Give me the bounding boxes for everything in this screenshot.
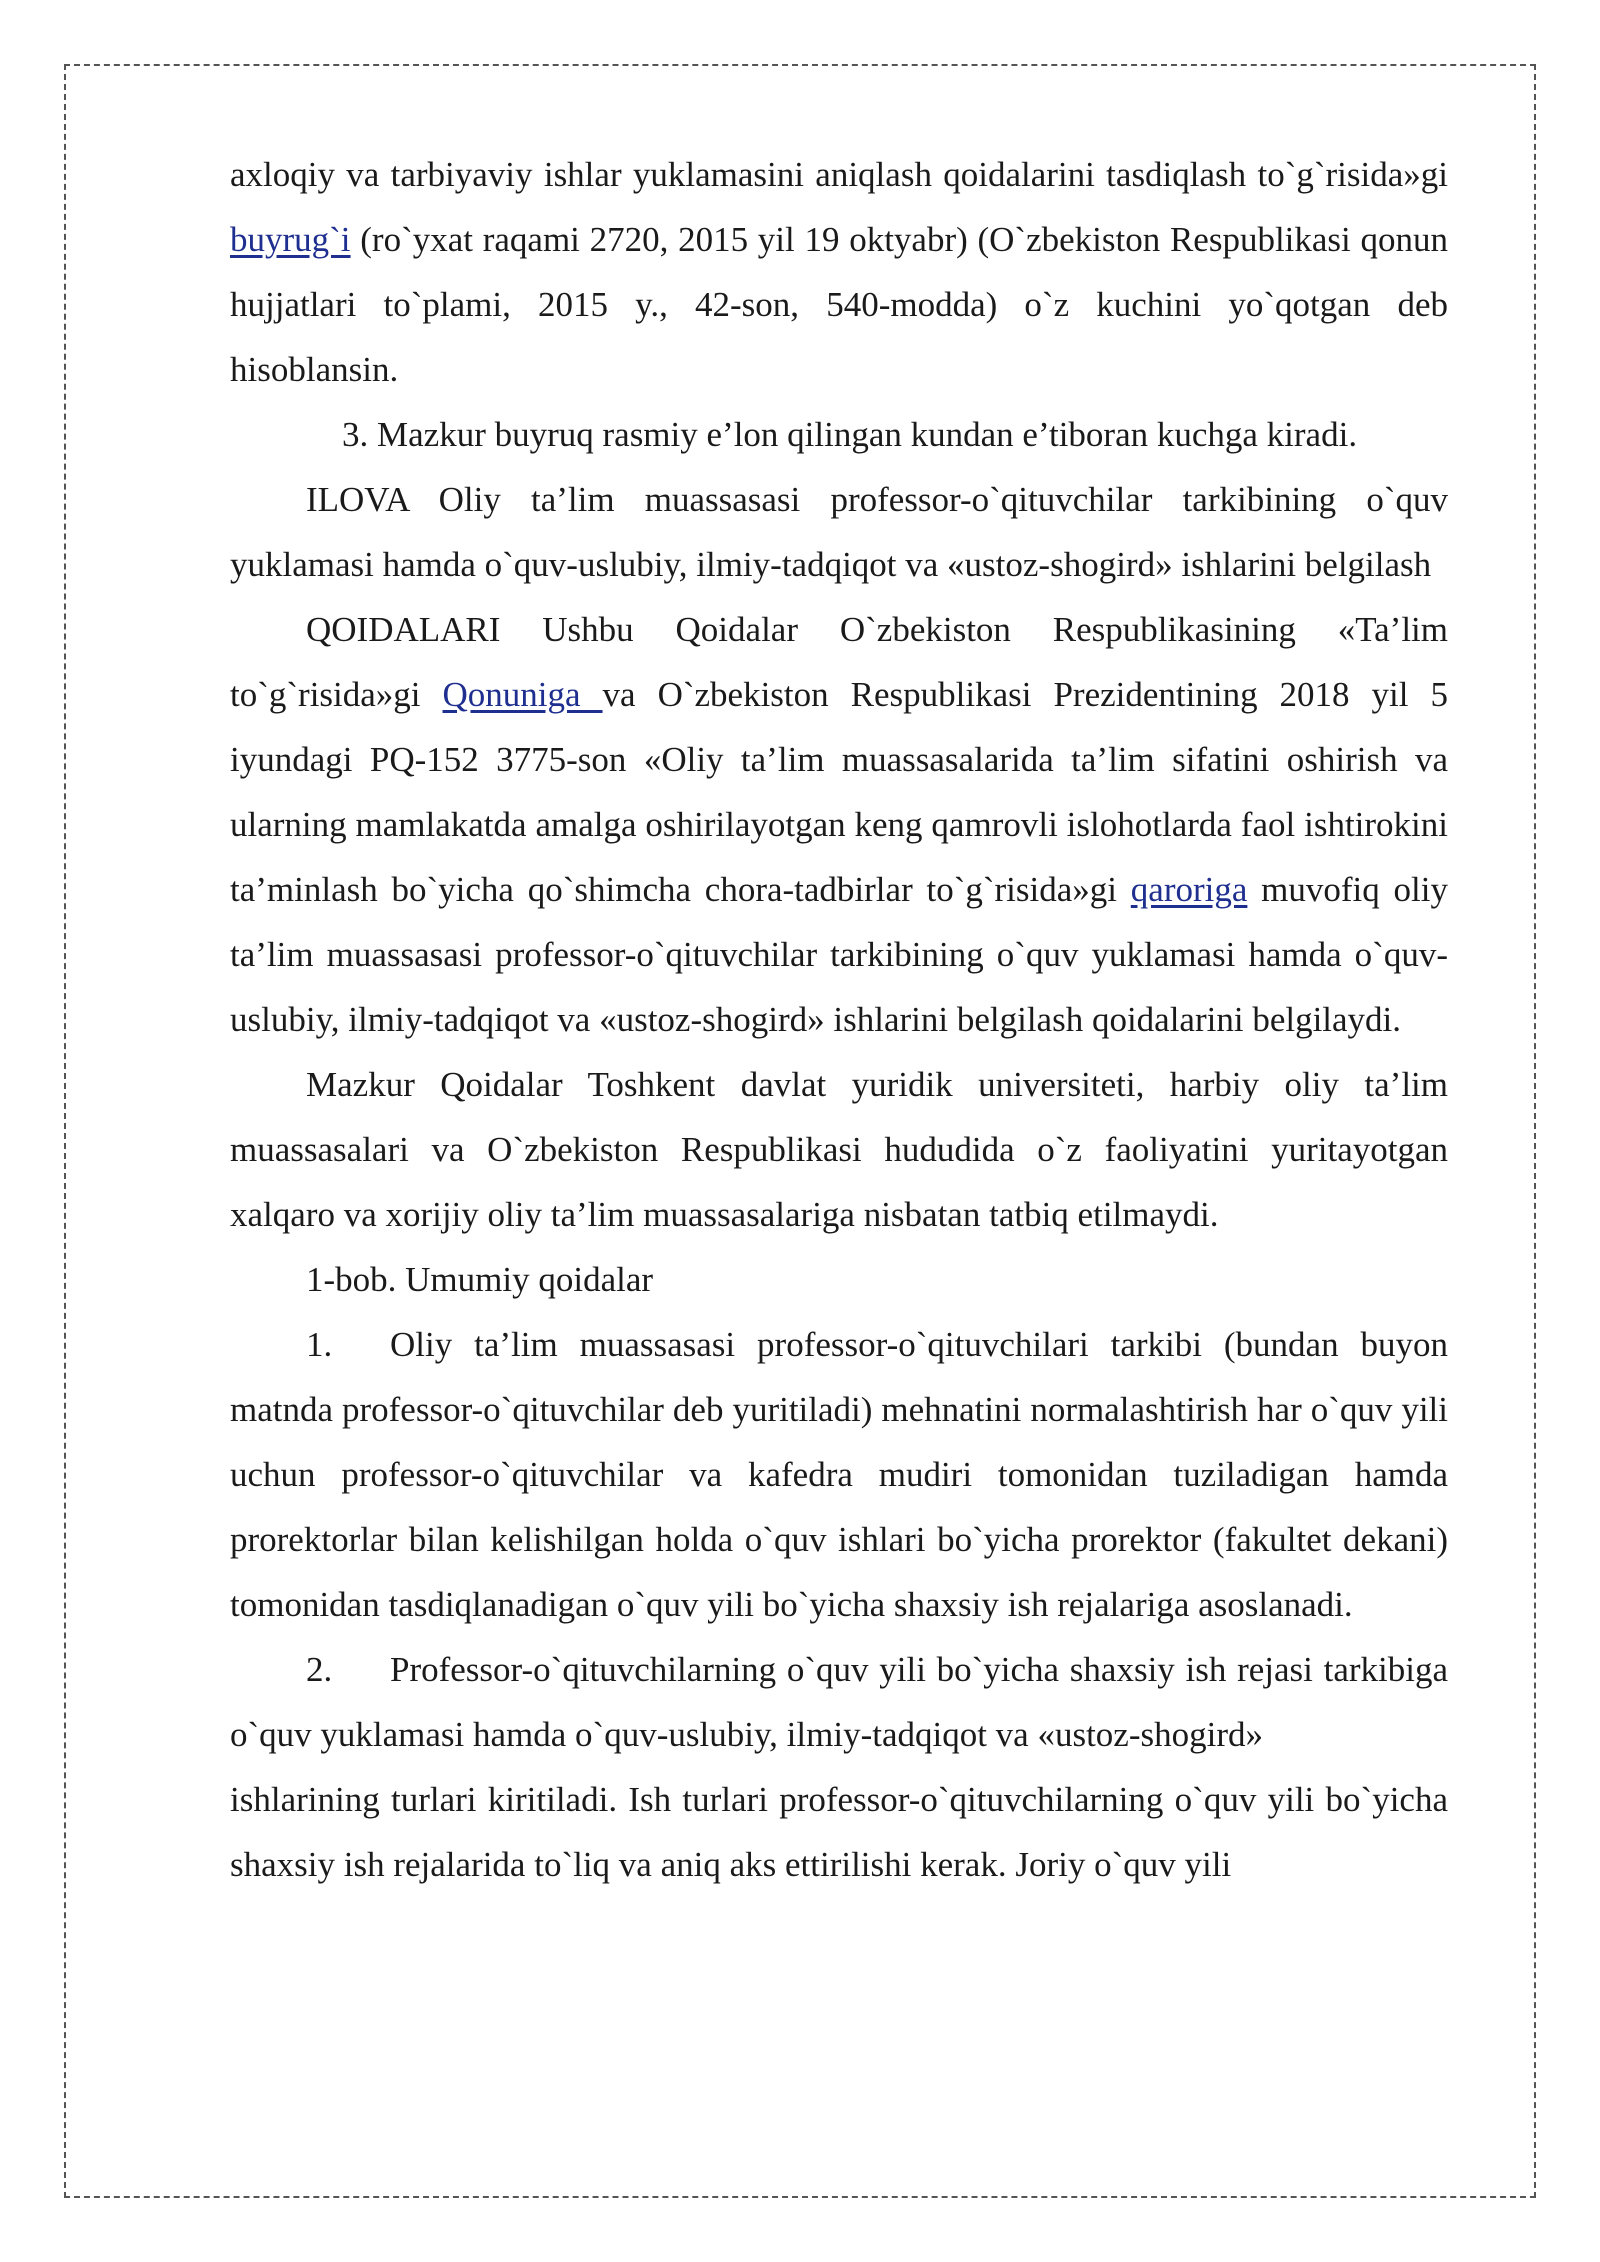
paragraph-qoidalari bbox=[230, 597, 1448, 1052]
link-buyrugi[interactable]: buyrug`i bbox=[230, 220, 351, 259]
list-item-1-text: Oliy ta’lim muassasasi professor-o`qituvchilari tarkibi (bundan buyon matnda professor-o`qituvchilar deb yuritiladi) mehnatini normalashtirish har o`quv yili uchun professor-o`qituvchilar va kafedra mudiri tomonidan tuziladigan hamda prorektorlar bilan kelishilgan holda o`quv ishlari bo`yicha prorektor (fakultet dekani) tomonidan tasdiqlanadigan o`quv yili bo`yicha shaxsiy ish rejalariga asoslanadi. bbox=[230, 1325, 1448, 1624]
qoidalari-text-middle: va O`zbekiston Respublikasi Prezidentining 2018 yil 5 iyundagi PQ-152 3775-son «Oliy ta’lim muassasalarida ta’lim sifatini oshirish va ularning mamlakatda amalga oshirilayotgan keng qamrovli islohotlarda faol ishtirokini ta’minlash bo`yicha qo`shimcha chora-tadbirlar to`g`risida»gi bbox=[230, 675, 1448, 909]
link-qonuniga[interactable]: Qonuniga bbox=[442, 675, 603, 714]
list-item-2 bbox=[230, 1637, 1448, 1767]
paragraph-1-text-before: axloqiy va tarbiyaviy ishlar yuklamasini aniqlash qoidalarini tasdiqlash to`g`risida»gi bbox=[230, 155, 1448, 194]
link-qaroriga[interactable]: qaroriga bbox=[1130, 870, 1248, 909]
paragraph-2: 3. Mazkur buyruq rasmiy e’lon qilingan kundan e’tiboran kuchga kiradi. bbox=[342, 415, 1358, 454]
qoidalari-text-after: muvofiq oliy ta’lim muassasasi professor-o`qituvchilar tarkibining o`quv yuklamasi hamda o`quv-uslubiy, ilmiy-tadqiqot va «ustoz-shogird» ishlarini belgilash qoidalarini belgilaydi. bbox=[230, 870, 1448, 1039]
paragraph-last: ishlarining turlari kiritiladi. Ish turlari professor-o`qituvchilarning o`quv yili bo`yicha shaxsiy ish rejalarida to`liq va aniq aks ettirilishi kerak. Joriy o`quv yili bbox=[230, 1780, 1448, 1884]
list-item-2-number: 2. bbox=[306, 1650, 333, 1689]
document-body bbox=[230, 142, 1448, 1897]
paragraph-ilova: ILOVA Oliy ta’lim muassasasi professor-o`qituvchilar tarkibining o`quv yuklamasi hamda o`quv-uslubiy, ilmiy-tadqiqot va «ustoz-shogird» ishlarini belgilash bbox=[230, 480, 1448, 584]
chapter-1-heading: 1-bob. Umumiy qoidalar bbox=[306, 1260, 654, 1299]
qoidalari-text-before: QOIDALARI Ushbu Qoidalar O`zbekiston Respublikasining «Ta’lim to`g`risida»gi bbox=[230, 610, 1448, 714]
list-item-2-text: Professor-o`qituvchilarning o`quv yili bo`yicha shaxsiy ish rejasi tarkibiga o`quv yuklamasi hamda o`quv-uslubiy, ilmiy-tadqiqot va «ustoz-shogird» bbox=[230, 1650, 1448, 1754]
paragraph-1-text-after: (ro`yxat raqami 2720, 2015 yil 19 oktyabr) (O`zbekiston Respublikasi qonun hujjatlari to`plami, 2015 y., 42-son, 540-modda) o`z kuchini yo`qotgan deb hisoblansin. bbox=[230, 220, 1448, 389]
paragraph-scope: Mazkur Qoidalar Toshkent davlat yuridik universiteti, harbiy oliy ta’lim muassasalari va O`zbekiston Respublikasi hududida o`z faoliyatini yuritayotgan xalqaro va xorijiy oliy ta’lim muassasalariga nisbatan tatbiq etilmaydi. bbox=[230, 1065, 1448, 1234]
list-item-1-number: 1. bbox=[306, 1325, 333, 1364]
list-item-1 bbox=[230, 1312, 1448, 1637]
paragraph-1 bbox=[230, 142, 1448, 402]
